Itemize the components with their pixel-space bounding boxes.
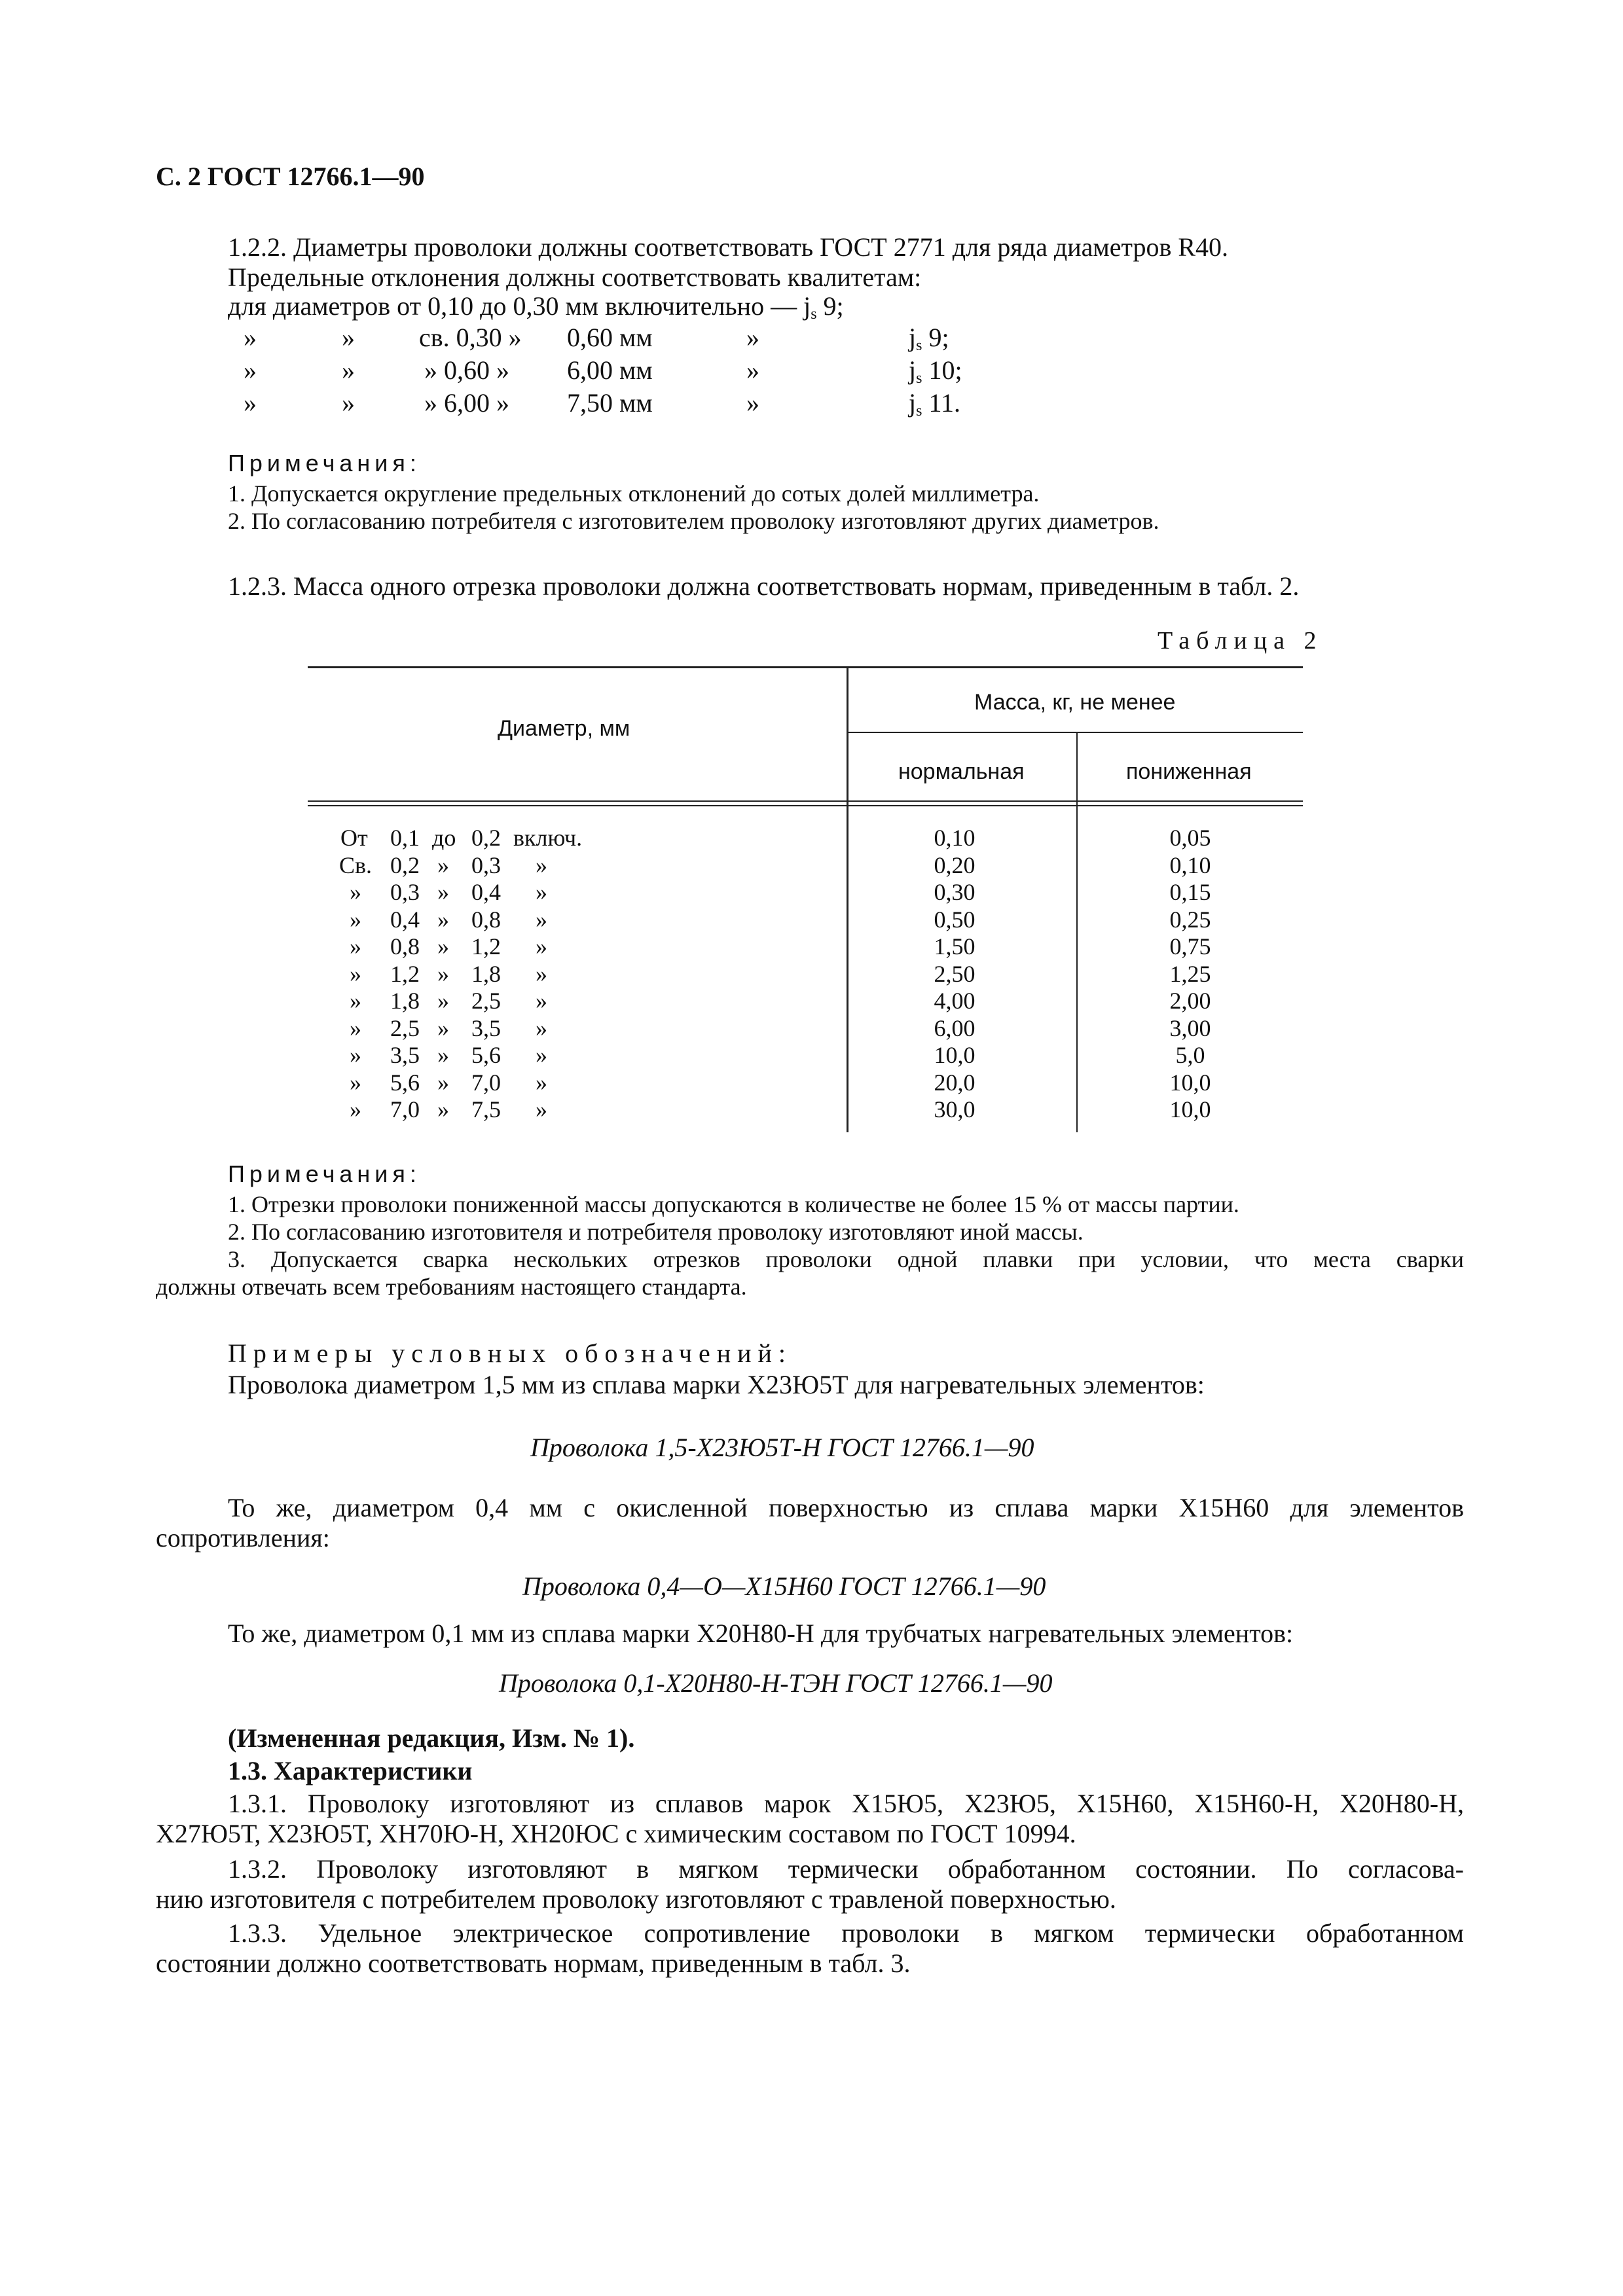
table-cell-diameter: » (536, 879, 547, 905)
col-header-diameter: Диаметр, мм (498, 716, 630, 741)
table-cell-diameter: » (437, 1069, 449, 1096)
table-cell-diameter: » (437, 1015, 449, 1041)
table-cell-diameter: » (536, 1015, 547, 1041)
table-cell-diameter: 0,4 (471, 879, 501, 905)
table-cell-diameter: 0,2 (471, 825, 501, 851)
table-caption: Таблица 2 (1158, 627, 1323, 655)
example-text: То же, диаметром 0,4 мм с окисленной поверхностью из сплава марки Х15Н60 для элементов (228, 1493, 1464, 1522)
table-cell-reduced: 5,0 (1175, 1042, 1205, 1068)
table-cell-diameter: » (350, 1069, 361, 1096)
table-cell-normal: 0,30 (934, 879, 976, 905)
table-cell-diameter: » (437, 988, 449, 1014)
table-cell-diameter: 2,5 (471, 988, 501, 1014)
table-cell-reduced: 10,0 (1169, 1096, 1211, 1122)
table-cell-diameter: » (437, 879, 449, 905)
table-cell-diameter: 0,2 (390, 852, 420, 878)
para-1-3-2: 1.3.2. Проволоку изготовляют в мягком термически обработанном состоянии. По согласова- (228, 1854, 1464, 1884)
para-1-3-2-line2: нию изготовителя с потребителем проволоку изготовляют с травленой поверхностью. (156, 1884, 1116, 1914)
note-item: 2. По согласованию изготовителя и потребителя проволоку изготовляют иной массы. (228, 1219, 1084, 1245)
table-cell-diameter: 7,5 (471, 1096, 501, 1122)
note-item: 1. Отрезки проволоки пониженной массы допускаются в количестве не более 15 % от массы партии. (228, 1191, 1239, 1217)
table-cell-normal: 2,50 (934, 961, 976, 987)
table-cell-diameter: 1,2 (390, 961, 420, 987)
table-cell-normal: 30,0 (934, 1096, 976, 1122)
examples-title: Примеры условных обозначений: (228, 1338, 793, 1368)
note-item: должны отвечать всем требованиям настоящего стандарта. (156, 1274, 747, 1300)
table-cell-diameter: 0,3 (471, 852, 501, 878)
table-cell-diameter: 0,4 (390, 906, 420, 933)
notes-title: Примечания: (228, 1160, 421, 1187)
table-cell-diameter: » (536, 852, 547, 878)
table-cell-diameter: 7,0 (390, 1096, 420, 1122)
para-1-2-3: 1.2.3. Масса одного отрезка проволоки должна соответствовать нормам, приведенным в табл. 2. (228, 571, 1300, 601)
table-cell-diameter: 2,5 (390, 1015, 420, 1041)
table-cell-reduced: 10,0 (1169, 1069, 1211, 1096)
table-cell-diameter: » (536, 906, 547, 933)
para-1-2-2: 1.2.2. Диаметры проволоки должны соответствовать ГОСТ 2771 для ряда диаметров R40. (228, 232, 1229, 262)
table-cell-diameter: » (350, 906, 361, 933)
table-cell-diameter: » (536, 1096, 547, 1122)
table-cell-diameter: » (536, 1042, 547, 1068)
table-cell-diameter: » (437, 1096, 449, 1122)
amendment-note: (Измененная редакция, Изм. № 1). (228, 1723, 635, 1753)
table-cell-diameter: » (536, 1069, 547, 1096)
col-header-normal: нормальная (898, 759, 1025, 784)
note-item: 2. По согласованию потребителя с изготовителем проволоку изготовляют других диаметров. (228, 508, 1159, 534)
notes-title: Примечания: (228, 450, 421, 476)
table-cell-diameter: » (437, 906, 449, 933)
table-cell-diameter: 3,5 (471, 1015, 501, 1041)
document-page: С. 2 ГОСТ 12766.1—90 1.2.2. Диаметры проволоки должны соответствовать ГОСТ 2771 для ряда диаметров R40. Предельные отклонения должны соответствовать квалитетам: для диаметров от 0,10 до 0,30 мм включительно — $j_s$ 9; » » св. 0,30 » 0,60 мм » $j_s$ 9; » » » 0,60 » 6,00 мм » $j_s$ 10; » » » 6,00 » 7,50 мм » $j_s$ 11. Примечания: 1. Допускается округление предельных отклонений до сотых долей миллиметра. 2. По согласованию потребителя с изготовителем проволоку изготовляют других диаметров. 1.2.3. Масса одного отрезка проволоки должна соответствовать нормам, приведенным в табл. 2. Таблица 2 Диаметр, мм Масса, кг, не менее нормальная пониженная От 0,1 до 0,2 включ. 0,10 0,05 Св. 0,2 » 0,3 » 0,20 0,10 » 0,3 » 0,4 » 0,30 0,15 » 0,4 » 0,8 » 0,50 0,25 » 0,8 » 1,2 » 1,50 0,75 » 1,2 » 1,8 » 2,50 1,25 » 1,8 » 2,5 » 4,00 2,00 » 2,5 » 3,5 » 6,00 3,00 » 3,5 » 5,6 » 10,0 5,0 » 5,6 » 7,0 » 20,0 10,0 » 7,0 » 7,5 » 30,0 10,0 Примечания: 1. Отрезки проволоки пониженной массы допускаются в количестве не более 15 % от массы партии. 2. По согласованию изготовителя и потребителя проволоку изготовляют иной массы. 3. Допускается сварка нескольких отрезков проволоки одной плавки при условии, что места сварки должны отвечать всем требованиям настоящего стандарта. Примеры условных обозначений: Проволока диаметром 1,5 мм из сплава марки Х23Ю5Т для нагревательных элементов: Проволока 1,5-Х23Ю5Т-Н ГОСТ 12766.1—90 То же, диаметром 0,4 мм с окисленной поверхностью из сплава марки Х15Н60 для элементов сопротивления: Проволока 0,4—О—Х15Н60 ГОСТ 12766.1—90 То же, диаметром 0,1 мм из сплава марки Х20Н80-Н для трубчатых нагревательных элементов: Проволока 0,1-Х20Н80-Н-ТЭН ГОСТ 12766.1—90 (Измененная редакция, Изм. № 1). 1.3. Характеристики 1.3.1. Проволоку изготовляют из сплавов марок Х15Ю5, Х23Ю5, Х15Н60, Х15Н60-Н, Х20Н80-Н, Х27Ю5Т, Х23Ю5Т, ХН70Ю-Н, ХН20ЮС с химическим составом по ГОСТ 10994. 1.3.2. Проволоку изготовляют в мягком термически обработанном состоянии. По согласова- нию изготовителя с потребителем проволоку изготовляют с травленой поверхностью. 1.3.3. Удельное электрическое сопротивление проволоки в мягком термически обработанном состоянии должно соответствовать нормам, приведенным в табл. 3. (0, 0, 1623, 2296)
table-cell-diameter: 5,6 (390, 1069, 420, 1096)
example-code: Проволока 1,5-Х23Ю5Т-Н ГОСТ 12766.1—90 (530, 1433, 1034, 1462)
table-cell-reduced: 0,05 (1169, 825, 1211, 851)
example-code: Проволока 0,4—О—Х15Н60 ГОСТ 12766.1—90 (522, 1571, 1046, 1601)
note-item: 3. Допускается сварка нескольких отрезков проволоки одной плавки при условии, что места сварки (228, 1246, 1464, 1272)
note-item: 1. Допускается округление предельных отклонений до сотых долей миллиметра. (228, 480, 1040, 507)
table-cell-diameter: » (350, 988, 361, 1014)
table-cell-normal: 10,0 (934, 1042, 976, 1068)
table-cell-reduced: 0,25 (1169, 906, 1211, 933)
table-cell-diameter: » (437, 852, 449, 878)
table-cell-reduced: 0,75 (1169, 933, 1211, 960)
table-cell-diameter: » (350, 879, 361, 905)
table-cell-diameter: » (536, 933, 547, 960)
table-cell-diameter: 5,6 (471, 1042, 501, 1068)
table-cell-diameter: » (437, 1042, 449, 1068)
table-cell-diameter: 7,0 (471, 1069, 501, 1096)
table-cell-diameter: 0,8 (471, 906, 501, 933)
table-cell-diameter: » (536, 961, 547, 987)
table-cell-diameter: Св. (339, 852, 373, 878)
para-1-2-2-line2: Предельные отклонения должны соответствовать квалитетам: (228, 262, 922, 292)
example-text: Проволока диаметром 1,5 мм из сплава марки Х23Ю5Т для нагревательных элементов: (228, 1370, 1205, 1399)
table-cell-diameter: 1,2 (471, 933, 501, 960)
table-cell-normal: 0,20 (934, 852, 976, 878)
example-text: То же, диаметром 0,1 мм из сплава марки Х20Н80-Н для трубчатых нагревательных элементов: (228, 1619, 1294, 1648)
table-cell-diameter: 1,8 (471, 961, 501, 987)
para-1-2-2-line3: для диаметров от 0,10 до 0,30 мм включительно — $j_s$ 9; (228, 291, 844, 323)
table-cell-diameter: » (350, 961, 361, 987)
table-cell-diameter: » (350, 1015, 361, 1041)
section-title: 1.3. Характеристики (228, 1756, 473, 1785)
table-cell-normal: 1,50 (934, 933, 976, 960)
example-code: Проволока 0,1-Х20Н80-Н-ТЭН ГОСТ 12766.1—90 (499, 1668, 1053, 1698)
table-cell-reduced: 2,00 (1169, 988, 1211, 1014)
table-cell-diameter: 1,8 (390, 988, 420, 1014)
table-cell-reduced: 3,00 (1169, 1015, 1211, 1041)
para-1-3-3-line2: состоянии должно соответствовать нормам, приведенным в табл. 3. (156, 1948, 911, 1978)
table-cell-diameter: 3,5 (390, 1042, 420, 1068)
table-cell-normal: 4,00 (934, 988, 976, 1014)
page-header: С. 2 ГОСТ 12766.1—90 (156, 162, 425, 191)
table-cell-diameter: » (437, 961, 449, 987)
para-1-3-1: 1.3.1. Проволоку изготовляют из сплавов марок Х15Ю5, Х23Ю5, Х15Н60, Х15Н60-Н, Х20Н80-Н, (228, 1789, 1464, 1818)
table-cell-reduced: 1,25 (1169, 961, 1211, 987)
table-cell-diameter: до (432, 825, 456, 851)
table-cell-diameter: » (437, 933, 449, 960)
table-cell-reduced: 0,15 (1169, 879, 1211, 905)
table-cell-diameter: » (350, 933, 361, 960)
table-cell-reduced: 0,10 (1169, 852, 1211, 878)
table-cell-diameter: включ. (513, 825, 583, 851)
table-cell-diameter: От (340, 825, 368, 851)
table-cell-normal: 0,50 (934, 906, 976, 933)
table-cell-normal: 6,00 (934, 1015, 976, 1041)
para-1-3-3: 1.3.3. Удельное электрическое сопротивление проволоки в мягком термически обработанном (228, 1918, 1464, 1948)
example-text: сопротивления: (156, 1523, 330, 1552)
table-cell-diameter: » (536, 988, 547, 1014)
table-cell-normal: 0,10 (934, 825, 976, 851)
table-cell-diameter: » (350, 1096, 361, 1122)
table-cell-normal: 20,0 (934, 1069, 976, 1096)
para-1-3-1-line2: Х27Ю5Т, Х23Ю5Т, ХН70Ю-Н, ХН20ЮС с химическим составом по ГОСТ 10994. (156, 1819, 1076, 1848)
table-cell-diameter: 0,8 (390, 933, 420, 960)
table-cell-diameter: 0,1 (390, 825, 420, 851)
table-cell-diameter: » (350, 1042, 361, 1068)
col-header-reduced: пониженная (1126, 759, 1252, 784)
table-cell-diameter: 0,3 (390, 879, 420, 905)
col-header-mass: Масса, кг, не менее (974, 690, 1176, 715)
